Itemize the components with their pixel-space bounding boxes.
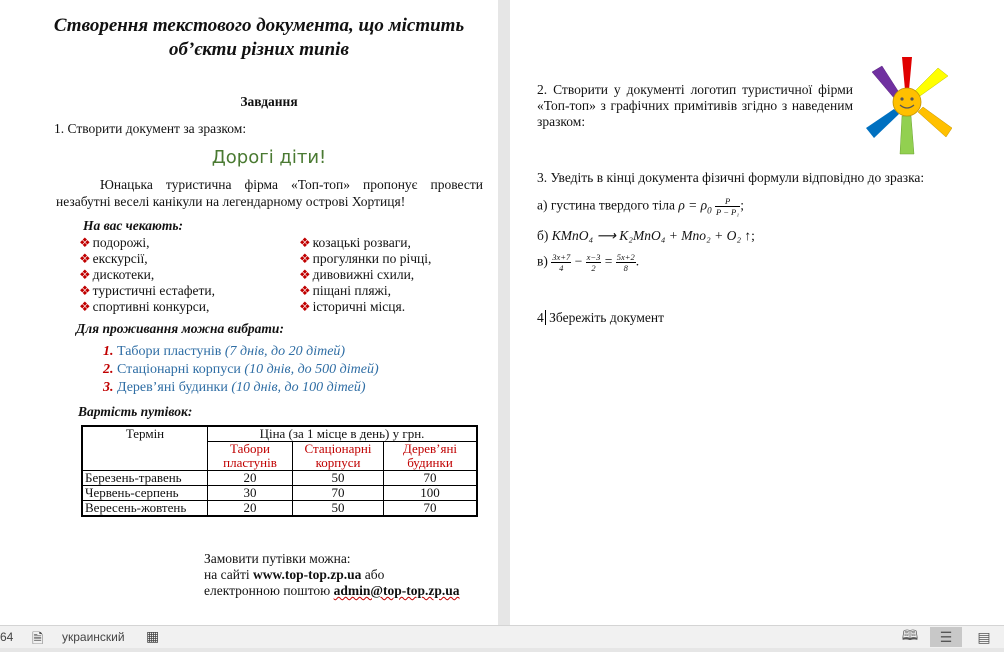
table-cell: 50 (293, 471, 384, 486)
list-item: ❖ козацькі розваги, (299, 235, 411, 250)
list-item: ❖ історичні місця. (299, 299, 406, 314)
table-row (82, 471, 477, 486)
await-heading: На вас чекають: (83, 218, 184, 233)
table-cell: 20 (208, 501, 293, 517)
bullet-icon: ❖ (299, 299, 311, 314)
fraction: $\frac{3x+7}{4}$ (552, 252, 571, 273)
bullet-icon: ❖ (79, 283, 91, 298)
word-count[interactable]: 64 (0, 630, 14, 644)
table-subheader: Стаціонарні корпуси (293, 442, 384, 471)
accommodation-heading: Для проживання можна вибрати: (76, 321, 284, 336)
fraction: $\frac{5x+2}{8}$ (616, 252, 635, 273)
language-indicator[interactable]: украинский (62, 630, 125, 644)
list-item: ❖ піщані пляжі, (299, 283, 391, 298)
proofing-icon[interactable]: 🗎 (32, 630, 44, 646)
accommodation-list (103, 343, 379, 397)
fraction: $\frac{x-3}{2}$ (586, 252, 601, 273)
table-header-row (82, 426, 477, 442)
task-1: 1. Створити документ за зразком: (54, 121, 247, 136)
task-heading: Завдання (240, 94, 298, 109)
order-info (204, 551, 459, 599)
list-item: ❖ спортивні конкурси, (79, 299, 210, 314)
intro-paragraph: Юнацька туристична фірма «Топ-топ» пропонує провести незабутні веселі канікули на легендарному острові Хортиця! (56, 177, 483, 209)
logo-ray-orange (918, 107, 952, 137)
email-link[interactable]: admin@top-top.zp.ua (333, 583, 460, 598)
table-cell: 30 (208, 486, 293, 501)
logo-ray-red (902, 57, 912, 90)
bullet-list-right (299, 235, 431, 315)
table-cell: 20 (208, 471, 293, 486)
document-page-2[interactable] (510, 0, 1004, 625)
fraction: $\frac{P}{\text{P − P₁}}$ (716, 196, 740, 217)
table-cell-term: Березень-травень (82, 471, 208, 486)
list-item: ❖ дивовижні схили, (299, 267, 415, 282)
bullet-icon: ❖ (79, 251, 91, 266)
macro-record-icon[interactable]: ▦ (146, 628, 160, 644)
logo-image[interactable] (860, 54, 952, 156)
price-table (81, 425, 478, 517)
task-4[interactable]: 4 Збережіть документ (537, 310, 665, 325)
logo-eye-icon (910, 97, 913, 100)
document-title: Створення текстового документа, що містить об’єкти різних типів (53, 15, 465, 60)
table-cell: 70 (384, 471, 478, 486)
logo-sun-face (893, 88, 921, 116)
table-cell: 50 (293, 501, 384, 517)
status-bar (0, 625, 1004, 648)
bullet-icon: ❖ (299, 283, 311, 298)
bullet-list-left (79, 235, 215, 315)
table-cell: 100 (384, 486, 478, 501)
table-row (82, 501, 477, 517)
greeting: Дорогі діти! (211, 147, 327, 168)
order-site-line: на сайті www.top-top.zp.ua або (204, 567, 385, 582)
logo-eye-icon (900, 97, 903, 100)
task-2: 2. Створити у документі логотип туристичної фірми «Топ-топ» з графічних примітивів згідно з наведеним зразком: (537, 82, 853, 129)
table-cell: 70 (293, 486, 384, 501)
table-cell-term: Червень-серпень (82, 486, 208, 501)
list-item: 1. Табори пластунів (7 днів, до 20 дітей) (103, 344, 346, 359)
task-3: 3. Уведіть в кінці документа фізичні формули відповідно до зразка: (537, 170, 925, 185)
list-item: 2. Стаціонарні корпуси (10 днів, до 500 дітей) (103, 362, 379, 377)
logo-ray-green (900, 116, 914, 154)
table-cell-term: Вересень-жовтень (82, 501, 208, 517)
table-subheader: Табори пластунів (208, 442, 293, 471)
web-layout-icon[interactable]: ▤ (977, 628, 991, 645)
bullet-icon: ❖ (79, 267, 91, 282)
formula-a: а) густина твердого тіла $\rho = \rho_0$ $\frac{P}{\text{P − P₁}}$ ; (537, 196, 744, 217)
table-cell: 70 (384, 501, 478, 517)
formula-b: б) KMnO₄ ⟶ K₂MnO₄ + Mno₂ + O₂ ↑; (537, 228, 755, 243)
order-line: Замовити путівки можна: (204, 551, 351, 566)
print-layout-icon[interactable]: ☰ (930, 627, 962, 647)
bullet-icon: ❖ (299, 235, 311, 250)
formula-c: в) $\frac{3x+7}{4}$ − $\frac{x-3}{2}$ = $\frac{5x+2}{8}$ . (537, 252, 640, 273)
list-item: 3. Дерев’яні будинки (10 днів, до 100 дітей) (103, 380, 366, 395)
table-subheader: Дерев’яні будинки (384, 442, 478, 471)
list-item: ❖ подорожі, (79, 235, 150, 250)
document-page-1[interactable] (0, 0, 498, 625)
table-header-price: Ціна (за 1 місце в день) у грн. (208, 426, 478, 442)
list-item: ❖ прогулянки по річці, (299, 251, 432, 266)
read-mode-icon[interactable]: 🕮 (901, 627, 919, 643)
bullet-icon: ❖ (79, 299, 91, 314)
list-item: ❖ дискотеки, (79, 267, 155, 282)
table-header-term: Термін (82, 426, 208, 471)
order-email-line: електронною поштою admin@top-top.zp.ua (204, 583, 460, 598)
site-link[interactable]: www.top-top.zp.ua (253, 567, 362, 582)
logo-ray-yellow (915, 68, 948, 96)
logo-ray-blue (866, 109, 899, 138)
bullet-icon: ❖ (299, 251, 311, 266)
price-heading: Вартість путівок: (78, 404, 193, 419)
bullet-icon: ❖ (79, 235, 91, 250)
table-row (82, 486, 477, 501)
list-item: ❖ екскурсії, (79, 251, 148, 266)
list-item: ❖ туристичні естафети, (79, 283, 215, 298)
bullet-icon: ❖ (299, 267, 311, 282)
